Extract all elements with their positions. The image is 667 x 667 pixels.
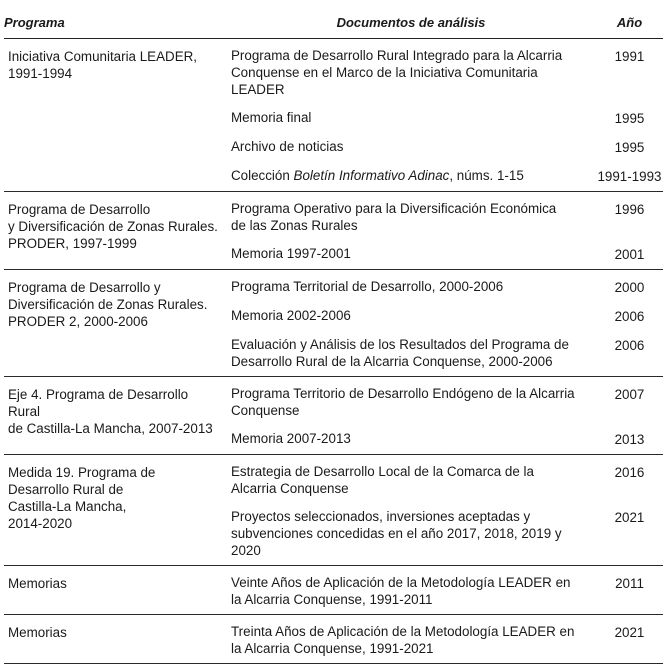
programa-line: Iniciativa Comunitaria LEADER, <box>8 49 198 64</box>
documento-line: Memoria 2007-2013 <box>231 431 351 446</box>
documento-line: Treinta Años de Aplicación de la Metodología LEADER en <box>231 624 575 639</box>
documento-line: Programa Operativo para la Diversificación Económica <box>231 201 557 216</box>
anio-cell: 1991-1993 <box>596 156 663 192</box>
anio-cell: 2000 <box>614 280 645 295</box>
documento-line: Programa Territorio de Desarrollo Endógeno de la Alcarria <box>231 386 575 401</box>
programa-line: PRODER, 1997-1999 <box>8 236 137 251</box>
documento-cell <box>226 497 596 566</box>
documento-cell <box>226 234 596 270</box>
programa-line: Programa de Desarrollo y <box>8 280 161 295</box>
documento-line: subvenciones concedidas en el año 2017, 2018, 2019 y <box>231 526 562 541</box>
documento-line <box>231 167 588 184</box>
programa-line: 1991-1994 <box>8 66 73 81</box>
anio-cell: 1995 <box>614 140 645 155</box>
anio-cell: 1995 <box>614 111 645 126</box>
programa-line: Castilla-La Mancha, <box>8 499 127 514</box>
documento-line: Memoria 2002-2006 <box>231 308 351 323</box>
programa-cell <box>4 270 226 377</box>
programa-line: PRODER 2, 2000-2006 <box>8 314 148 329</box>
documento-line: LEADER <box>231 82 285 97</box>
programa-cell <box>4 566 226 615</box>
anio-cell: 2016 <box>614 465 645 480</box>
documento-cell <box>226 325 596 377</box>
documento-cell <box>226 455 596 498</box>
documento-cell <box>226 377 596 420</box>
programa-cell <box>4 39 226 192</box>
programa-line: y Diversificación de Zonas Rurales. <box>8 219 218 234</box>
documents-table <box>4 8 663 664</box>
documento-line: la Alcarria Conquense, 1991-2021 <box>231 641 434 656</box>
documento-cell <box>226 98 596 127</box>
table-row <box>4 566 663 615</box>
anio-cell: 2013 <box>596 419 663 455</box>
anio-cell: 1996 <box>614 202 645 217</box>
documento-text-post: , núms. 1-15 <box>449 168 524 183</box>
programa-cell <box>4 377 226 455</box>
documento-cell <box>226 270 596 297</box>
documento-line: de las Zonas Rurales <box>231 218 358 233</box>
table-body <box>4 39 663 664</box>
documento-line: 2020 <box>231 543 261 558</box>
documento-cell <box>226 615 596 664</box>
documento-line: Desarrollo Rural de la Alcarria Conquense, 2000-2006 <box>231 354 553 369</box>
documento-line: Programa de Desarrollo Rural Integrado para la Alcarria <box>231 48 563 63</box>
programa-line: Eje 4. Programa de Desarrollo Rural <box>8 387 189 419</box>
anio-cell: 2011 <box>596 566 663 615</box>
documento-line: Evaluación y Análisis de los Resultados del Programa de <box>231 337 569 352</box>
anio-cell: 2006 <box>596 325 663 377</box>
table-row <box>4 455 663 498</box>
documento-cell <box>226 566 596 615</box>
documento-text-pre: Colección <box>231 168 294 183</box>
documento-line: Memoria 1997-2001 <box>231 246 351 261</box>
anio-cell: 2007 <box>614 387 645 402</box>
documento-line: Veinte Años de Aplicación de la Metodología LEADER en <box>231 575 571 590</box>
documento-cell <box>226 39 596 99</box>
programa-cell <box>4 455 226 566</box>
programa-line: 2014-2020 <box>8 516 73 531</box>
table-row <box>4 615 663 664</box>
documento-line: Archivo de noticias <box>231 139 344 154</box>
documento-line: Programa Territorial de Desarrollo, 2000-2006 <box>231 279 504 294</box>
documento-line: Alcarria Conquense <box>231 481 349 496</box>
documento-line: Memoria final <box>231 110 312 125</box>
table-row <box>4 192 663 235</box>
programa-line: Medida 19. Programa de <box>8 465 156 480</box>
table-row <box>4 270 663 297</box>
table-row <box>4 377 663 420</box>
programa-line: Desarrollo Rural de <box>8 482 124 497</box>
programa-cell <box>4 192 226 270</box>
documento-line: Proyectos seleccionados, inversiones aceptadas y <box>231 509 531 524</box>
documento-line: Conquense <box>231 403 300 418</box>
anio-cell: 2001 <box>596 234 663 270</box>
anio-cell: 1991 <box>614 49 645 64</box>
documento-cell <box>226 296 596 325</box>
anio-cell: 2021 <box>596 497 663 566</box>
anio-cell: 2006 <box>614 309 645 324</box>
table-row <box>4 39 663 99</box>
header-anio: Año <box>596 8 663 39</box>
documento-cell <box>226 127 596 156</box>
anio-cell: 2021 <box>596 615 663 664</box>
documento-cell <box>226 192 596 235</box>
programa-line: de Castilla-La Mancha, 2007-2013 <box>8 421 213 436</box>
programa-line: Programa de Desarrollo <box>8 202 151 217</box>
programa-cell <box>4 615 226 664</box>
programa-line: Memorias <box>8 625 67 640</box>
header-documentos: Documentos de análisis <box>226 8 596 39</box>
documento-line: Conquense en el Marco de la Iniciativa Comunitaria <box>231 65 538 80</box>
programa-line: Diversificación de Zonas Rurales. <box>8 297 208 312</box>
documento-cell <box>226 419 596 455</box>
programa-line: Memorias <box>8 576 67 591</box>
documento-text-italic: Boletín Informativo Adinac <box>293 168 450 183</box>
documento-cell <box>226 156 596 192</box>
table-header <box>4 8 663 39</box>
header-programa: Programa <box>4 8 226 39</box>
documento-line: la Alcarria Conquense, 1991-2011 <box>231 592 433 607</box>
documento-line: Estrategia de Desarrollo Local de la Comarca de la <box>231 464 534 479</box>
